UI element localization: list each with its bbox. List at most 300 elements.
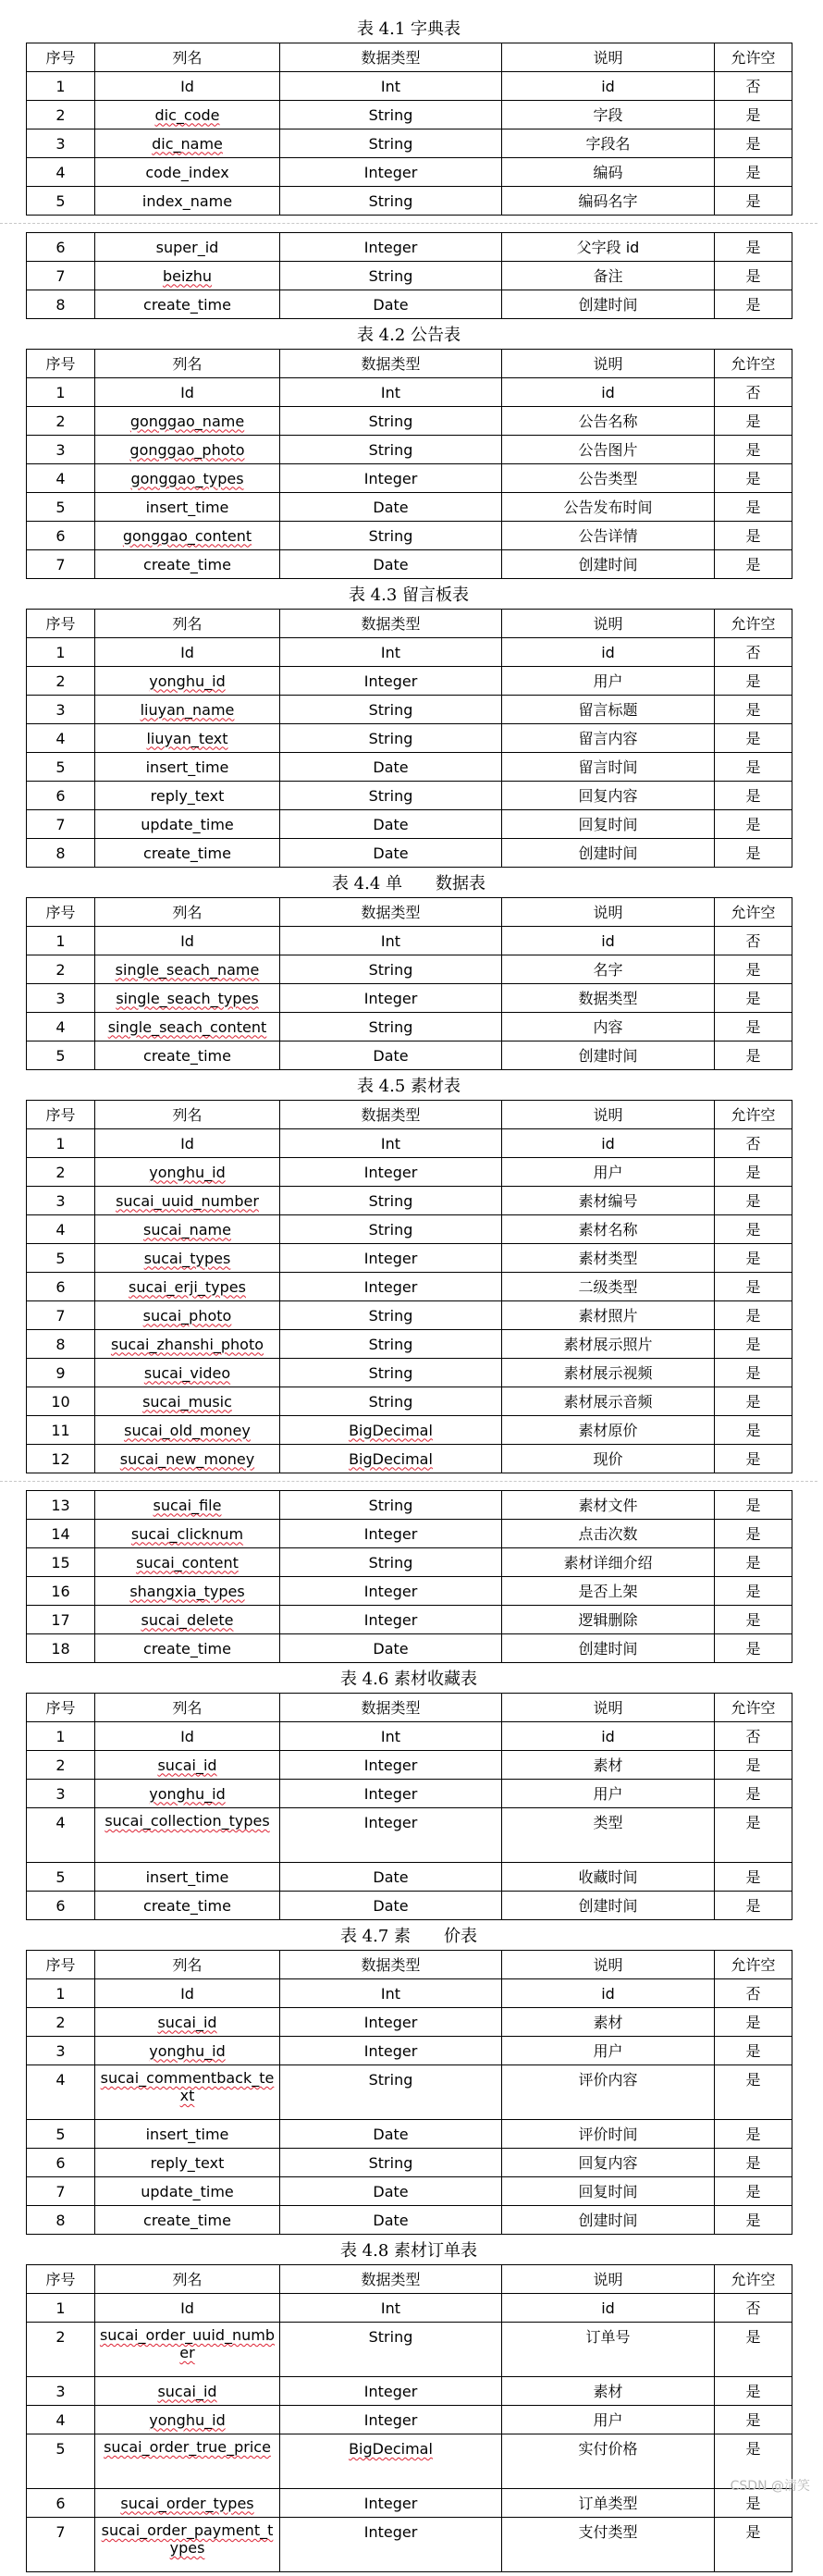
- table-header-row: [27, 1694, 792, 1722]
- description: 创建时间: [502, 1041, 715, 1070]
- table-row: [27, 1606, 792, 1634]
- description: 素材名称: [502, 1215, 715, 1244]
- row-number: 2: [27, 101, 95, 129]
- data-type: String: [280, 407, 502, 436]
- table-row: [27, 724, 792, 753]
- watermark: CSDN @清笑: [730, 2479, 810, 2494]
- row-number: 5: [27, 1863, 95, 1892]
- row-number: 8: [27, 290, 95, 319]
- column-header: 允许空: [715, 1101, 792, 1129]
- data-type: String: [280, 262, 502, 290]
- column-name: sucai_uuid_number: [95, 1187, 280, 1215]
- column-header: 列名: [95, 1101, 280, 1129]
- data-type: Date: [280, 839, 502, 868]
- row-number: 3: [27, 984, 95, 1013]
- row-number: 8: [27, 2206, 95, 2235]
- row-number: 2: [27, 1751, 95, 1780]
- table-caption: 表 4.4 单 数据表: [331, 874, 486, 894]
- column-header: 说明: [502, 2265, 715, 2294]
- row-number: 7: [27, 2518, 95, 2572]
- nullable: 是: [715, 753, 792, 782]
- description: id: [502, 378, 715, 407]
- table-row: [27, 782, 792, 810]
- column-header: 允许空: [715, 1694, 792, 1722]
- nullable: 是: [715, 1445, 792, 1473]
- description: 备注: [502, 262, 715, 290]
- description: 回复时间: [502, 2177, 715, 2206]
- column-header: 数据类型: [280, 610, 502, 638]
- nullable: 是: [715, 1491, 792, 1520]
- nullable: 是: [715, 2323, 792, 2377]
- column-name: create_time: [95, 290, 280, 319]
- column-name: insert_time: [95, 2120, 280, 2149]
- row-number: 6: [27, 782, 95, 810]
- column-name: sucai_id: [95, 1751, 280, 1780]
- column-name: sucai_order_uuid_number: [95, 2323, 280, 2377]
- column-header: 列名: [95, 43, 280, 72]
- table-row: [27, 1808, 792, 1863]
- column-name: yonghu_id: [95, 2406, 280, 2434]
- description: 回复内容: [502, 2149, 715, 2177]
- row-number: 8: [27, 1330, 95, 1359]
- data-type: Integer: [280, 1780, 502, 1808]
- table-row: [27, 927, 792, 955]
- column-header: 序号: [27, 350, 95, 378]
- table-row: [27, 407, 792, 436]
- nullable: 是: [715, 839, 792, 868]
- nullable: 是: [715, 1330, 792, 1359]
- nullable: 是: [715, 2434, 792, 2489]
- table-row: [27, 2008, 792, 2037]
- table-header-row: [27, 1101, 792, 1129]
- row-number: 2: [27, 2008, 95, 2037]
- column-name: liuyan_text: [95, 724, 280, 753]
- column-header: 数据类型: [280, 2265, 502, 2294]
- row-number: 4: [27, 2065, 95, 2120]
- table-row: [27, 2518, 792, 2572]
- nullable: 是: [715, 984, 792, 1013]
- column-header: 数据类型: [280, 1694, 502, 1722]
- data-type: Integer: [280, 2489, 502, 2518]
- table-header-row: [27, 1951, 792, 1979]
- column-name: Id: [95, 72, 280, 101]
- description: 留言内容: [502, 724, 715, 753]
- table-header-row: [27, 610, 792, 638]
- column-name: sucai_photo: [95, 1301, 280, 1330]
- table-row: [27, 1301, 792, 1330]
- nullable: 否: [715, 378, 792, 407]
- row-number: 17: [27, 1606, 95, 1634]
- data-type: String: [280, 1491, 502, 1520]
- data-type: String: [280, 955, 502, 984]
- data-type: Int: [280, 2294, 502, 2323]
- row-number: 1: [27, 1979, 95, 2008]
- page-break: [26, 1473, 792, 1490]
- nullable: 是: [715, 187, 792, 216]
- column-header: 说明: [502, 350, 715, 378]
- table-row: [27, 1158, 792, 1187]
- nullable: 是: [715, 782, 792, 810]
- row-number: 1: [27, 2294, 95, 2323]
- description: 逻辑删除: [502, 1606, 715, 1634]
- data-table: [26, 897, 792, 1070]
- description: id: [502, 2294, 715, 2323]
- column-name: sucai_zhanshi_photo: [95, 1330, 280, 1359]
- column-name: dic_code: [95, 101, 280, 129]
- column-name: super_id: [95, 233, 280, 262]
- nullable: 是: [715, 667, 792, 696]
- nullable: 是: [715, 810, 792, 839]
- data-type: Integer: [280, 1158, 502, 1187]
- table-caption: 表 4.3 留言板表: [348, 585, 470, 605]
- table-row: [27, 1751, 792, 1780]
- data-type: Integer: [280, 984, 502, 1013]
- data-table: [26, 1490, 792, 1663]
- column-header: 序号: [27, 2265, 95, 2294]
- nullable: 是: [715, 1863, 792, 1892]
- nullable: 是: [715, 101, 792, 129]
- column-name: insert_time: [95, 753, 280, 782]
- table-row: [27, 984, 792, 1013]
- row-number: 4: [27, 2406, 95, 2434]
- column-name: beizhu: [95, 262, 280, 290]
- column-header: 列名: [95, 898, 280, 927]
- table-caption: 表 4.1 字典表: [356, 19, 461, 39]
- table-row: [27, 233, 792, 262]
- column-name: sucai_id: [95, 2377, 280, 2406]
- data-type: Date: [280, 1041, 502, 1070]
- description: 素材展示音频: [502, 1387, 715, 1416]
- row-number: 12: [27, 1445, 95, 1473]
- nullable: 是: [715, 1158, 792, 1187]
- column-name: create_time: [95, 2206, 280, 2235]
- column-header: 允许空: [715, 898, 792, 927]
- row-number: 15: [27, 1548, 95, 1577]
- nullable: 是: [715, 2065, 792, 2120]
- description: 名字: [502, 955, 715, 984]
- row-number: 6: [27, 2149, 95, 2177]
- data-type: Integer: [280, 1808, 502, 1863]
- data-type: String: [280, 187, 502, 216]
- description: id: [502, 1129, 715, 1158]
- description: 公告类型: [502, 464, 715, 493]
- description: 内容: [502, 1013, 715, 1041]
- table-row: [27, 2377, 792, 2406]
- column-name: Id: [95, 1979, 280, 2008]
- description: 素材类型: [502, 1244, 715, 1273]
- row-number: 5: [27, 753, 95, 782]
- data-table: [26, 232, 792, 319]
- table-row: [27, 638, 792, 667]
- nullable: 是: [715, 1606, 792, 1634]
- table-row: [27, 1577, 792, 1606]
- column-header: 说明: [502, 1694, 715, 1722]
- column-header: 序号: [27, 1951, 95, 1979]
- row-number: 7: [27, 1301, 95, 1330]
- table-row: [27, 2037, 792, 2065]
- table-row: [27, 464, 792, 493]
- data-type: Int: [280, 1979, 502, 2008]
- column-name: update_time: [95, 2177, 280, 2206]
- data-table: [26, 1693, 792, 1920]
- column-name: sucai_types: [95, 1244, 280, 1273]
- table-caption: 表 4.6 素材收藏表: [339, 1670, 478, 1689]
- column-name: Id: [95, 927, 280, 955]
- nullable: 是: [715, 436, 792, 464]
- column-header: 允许空: [715, 1951, 792, 1979]
- data-type: Integer: [280, 2037, 502, 2065]
- column-header: 列名: [95, 610, 280, 638]
- row-number: 3: [27, 1187, 95, 1215]
- description: 评价内容: [502, 2065, 715, 2120]
- column-name: sucai_old_money: [95, 1416, 280, 1445]
- nullable: 否: [715, 927, 792, 955]
- column-name: yonghu_id: [95, 2037, 280, 2065]
- data-type: Int: [280, 927, 502, 955]
- description: 留言标题: [502, 696, 715, 724]
- description: 类型: [502, 1808, 715, 1863]
- table-row: [27, 493, 792, 522]
- description: 用户: [502, 2037, 715, 2065]
- column-header: 列名: [95, 1951, 280, 1979]
- nullable: 是: [715, 407, 792, 436]
- nullable: 是: [715, 955, 792, 984]
- table-row: [27, 1780, 792, 1808]
- description: 创建时间: [502, 1892, 715, 1920]
- data-type: Date: [280, 2120, 502, 2149]
- description: 创建时间: [502, 1634, 715, 1663]
- row-number: 1: [27, 72, 95, 101]
- column-name: yonghu_id: [95, 1158, 280, 1187]
- row-number: 3: [27, 2037, 95, 2065]
- table-row: [27, 2294, 792, 2323]
- data-table: [26, 2264, 792, 2572]
- column-name: sucai_delete: [95, 1606, 280, 1634]
- row-number: 5: [27, 187, 95, 216]
- row-number: 7: [27, 550, 95, 579]
- data-type: Date: [280, 493, 502, 522]
- nullable: 是: [715, 1577, 792, 1606]
- data-type: String: [280, 2065, 502, 2120]
- column-name: sucai_file: [95, 1491, 280, 1520]
- description: 用户: [502, 1158, 715, 1187]
- description: id: [502, 927, 715, 955]
- table-row: [27, 1491, 792, 1520]
- description: 素材详细介绍: [502, 1548, 715, 1577]
- data-table: [26, 609, 792, 868]
- nullable: 是: [715, 290, 792, 319]
- row-number: 2: [27, 2323, 95, 2377]
- table-header-row: [27, 2265, 792, 2294]
- table-row: [27, 1387, 792, 1416]
- data-type: BigDecimal: [280, 1416, 502, 1445]
- data-type: String: [280, 1013, 502, 1041]
- data-type: String: [280, 1359, 502, 1387]
- description: 数据类型: [502, 984, 715, 1013]
- column-header: 列名: [95, 350, 280, 378]
- nullable: 是: [715, 1187, 792, 1215]
- column-name: sucai_order_true_price: [95, 2434, 280, 2489]
- data-type: String: [280, 1301, 502, 1330]
- description: 二级类型: [502, 1273, 715, 1301]
- table-row: [27, 1979, 792, 2008]
- description: 实付价格: [502, 2434, 715, 2489]
- row-number: 4: [27, 464, 95, 493]
- description: id: [502, 72, 715, 101]
- table-row: [27, 1013, 792, 1041]
- row-number: 18: [27, 1634, 95, 1663]
- document-body: [26, 17, 792, 2576]
- row-number: 1: [27, 1129, 95, 1158]
- row-number: 2: [27, 955, 95, 984]
- column-name: dic_name: [95, 129, 280, 158]
- column-name: create_time: [95, 839, 280, 868]
- column-name: create_time: [95, 1041, 280, 1070]
- column-name: single_seach_content: [95, 1013, 280, 1041]
- table-row: [27, 1445, 792, 1473]
- nullable: 是: [715, 464, 792, 493]
- table-header-row: [27, 43, 792, 72]
- column-name: gonggao_content: [95, 522, 280, 550]
- column-header: 列名: [95, 2265, 280, 2294]
- nullable: 是: [715, 1244, 792, 1273]
- nullable: 是: [715, 129, 792, 158]
- table-row: [27, 1892, 792, 1920]
- row-number: 9: [27, 1359, 95, 1387]
- description: id: [502, 1979, 715, 2008]
- column-name: Id: [95, 1129, 280, 1158]
- nullable: 是: [715, 1548, 792, 1577]
- row-number: 3: [27, 1780, 95, 1808]
- column-header: 说明: [502, 43, 715, 72]
- nullable: 是: [715, 2037, 792, 2065]
- description: 订单号: [502, 2323, 715, 2377]
- row-number: 3: [27, 436, 95, 464]
- data-type: Date: [280, 290, 502, 319]
- table-row: [27, 378, 792, 407]
- table-row: [27, 2177, 792, 2206]
- description: 素材原价: [502, 1416, 715, 1445]
- column-name: shangxia_types: [95, 1577, 280, 1606]
- column-name: sucai_id: [95, 2008, 280, 2037]
- description: 用户: [502, 2406, 715, 2434]
- column-name: reply_text: [95, 2149, 280, 2177]
- column-header: 说明: [502, 1951, 715, 1979]
- column-header: 序号: [27, 610, 95, 638]
- table-caption: 表 4.7 素 价表: [339, 1927, 478, 1946]
- column-name: sucai_new_money: [95, 1445, 280, 1473]
- table-row: [27, 1187, 792, 1215]
- column-name: reply_text: [95, 782, 280, 810]
- column-name: gonggao_photo: [95, 436, 280, 464]
- data-type: Integer: [280, 1520, 502, 1548]
- column-name: single_seach_types: [95, 984, 280, 1013]
- table-row: [27, 158, 792, 187]
- column-name: code_index: [95, 158, 280, 187]
- description: 公告详情: [502, 522, 715, 550]
- data-type: Integer: [280, 2406, 502, 2434]
- row-number: 6: [27, 1892, 95, 1920]
- row-number: 14: [27, 1520, 95, 1548]
- table-row: [27, 2406, 792, 2434]
- column-header: 列名: [95, 1694, 280, 1722]
- description: 编码名字: [502, 187, 715, 216]
- description: 素材展示视频: [502, 1359, 715, 1387]
- description: 父字段 id: [502, 233, 715, 262]
- row-number: 1: [27, 638, 95, 667]
- description: 素材展示照片: [502, 1330, 715, 1359]
- description: 现价: [502, 1445, 715, 1473]
- row-number: 5: [27, 1244, 95, 1273]
- column-header: 序号: [27, 898, 95, 927]
- data-type: String: [280, 522, 502, 550]
- column-name: create_time: [95, 1892, 280, 1920]
- table-row: [27, 101, 792, 129]
- data-type: Integer: [280, 464, 502, 493]
- table-row: [27, 955, 792, 984]
- data-type: String: [280, 1330, 502, 1359]
- table-row: [27, 1244, 792, 1273]
- row-number: 3: [27, 2377, 95, 2406]
- column-header: 序号: [27, 1101, 95, 1129]
- data-type: Integer: [280, 233, 502, 262]
- column-name: single_seach_name: [95, 955, 280, 984]
- row-number: 1: [27, 1722, 95, 1751]
- table-row: [27, 1359, 792, 1387]
- column-name: insert_time: [95, 493, 280, 522]
- column-name: sucai_commentback_text: [95, 2065, 280, 2120]
- row-number: 7: [27, 810, 95, 839]
- row-number: 4: [27, 1013, 95, 1041]
- description: 公告发布时间: [502, 493, 715, 522]
- row-number: 11: [27, 1416, 95, 1445]
- column-header: 允许空: [715, 2265, 792, 2294]
- table-row: [27, 1215, 792, 1244]
- column-name: gonggao_types: [95, 464, 280, 493]
- nullable: 是: [715, 2149, 792, 2177]
- description: 创建时间: [502, 2206, 715, 2235]
- table-row: [27, 2323, 792, 2377]
- nullable: 是: [715, 1808, 792, 1863]
- table-row: [27, 2206, 792, 2235]
- row-number: 6: [27, 233, 95, 262]
- description: 回复内容: [502, 782, 715, 810]
- description: 公告图片: [502, 436, 715, 464]
- nullable: 是: [715, 1359, 792, 1387]
- row-number: 2: [27, 407, 95, 436]
- table-row: [27, 436, 792, 464]
- description: 字段: [502, 101, 715, 129]
- description: 评价时间: [502, 2120, 715, 2149]
- description: 创建时间: [502, 290, 715, 319]
- data-type: String: [280, 1187, 502, 1215]
- table-row: [27, 1863, 792, 1892]
- table-row: [27, 753, 792, 782]
- row-number: 16: [27, 1577, 95, 1606]
- table-row: [27, 290, 792, 319]
- description: 素材编号: [502, 1187, 715, 1215]
- column-header: 数据类型: [280, 898, 502, 927]
- row-number: 7: [27, 262, 95, 290]
- nullable: 是: [715, 1892, 792, 1920]
- table-row: [27, 1722, 792, 1751]
- column-header: 允许空: [715, 350, 792, 378]
- description: 素材: [502, 2377, 715, 2406]
- description: 用户: [502, 667, 715, 696]
- data-type: String: [280, 2323, 502, 2377]
- data-type: String: [280, 1387, 502, 1416]
- row-number: 4: [27, 1808, 95, 1863]
